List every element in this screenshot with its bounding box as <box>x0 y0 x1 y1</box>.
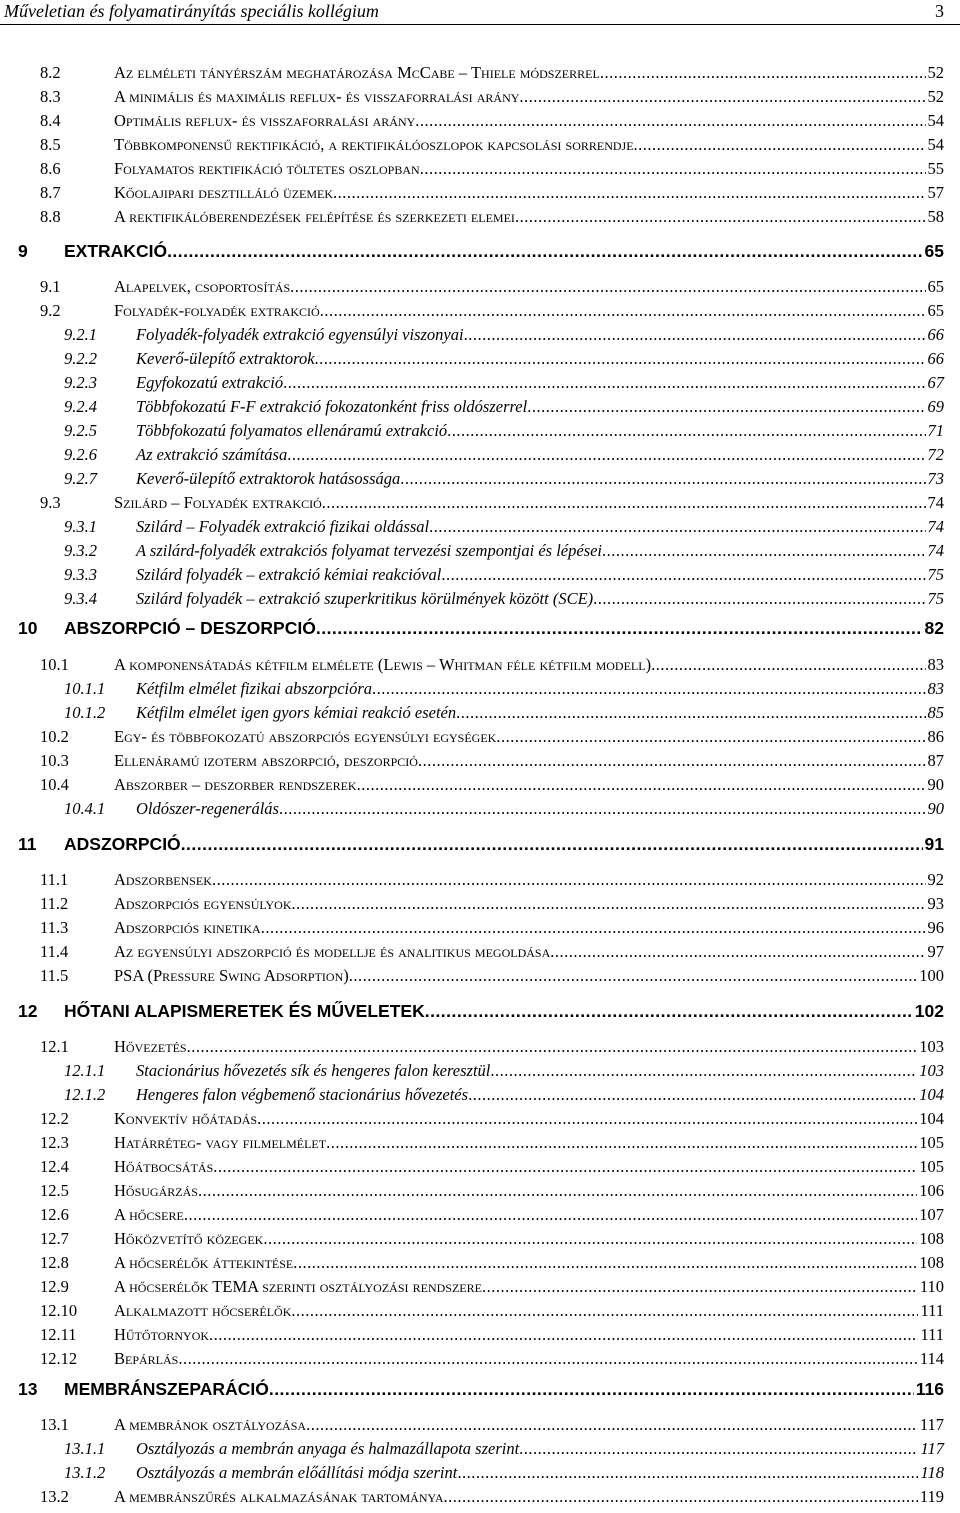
toc-entry-page: 52 <box>927 87 944 106</box>
toc-dot-leader <box>209 1324 918 1346</box>
toc-dot-leader <box>593 588 925 610</box>
toc-entry[interactable] <box>0 726 960 748</box>
toc-dot-leader <box>420 158 926 180</box>
toc-entry-number: 9.2.4 <box>64 397 97 416</box>
toc-entry-number: 8.7 <box>40 183 61 202</box>
toc-dot-leader <box>519 1438 918 1460</box>
toc-dot-leader <box>287 444 925 466</box>
toc-dot-leader <box>187 1036 918 1058</box>
toc-entry-title: Konvektív hőátadás <box>114 1109 258 1128</box>
toc-entry-page: 100 <box>919 966 944 985</box>
toc-entry-title: Szilárd – Folyadék extrakció fizikai oldással <box>136 517 430 536</box>
toc-entry[interactable] <box>0 348 960 370</box>
toc-entry-page: 85 <box>927 703 944 722</box>
toc-entry-page: 74 <box>927 493 944 512</box>
toc-entry-page: 104 <box>919 1085 944 1104</box>
toc-entry-number: 9.3 <box>40 493 61 512</box>
toc-dot-leader <box>290 276 925 298</box>
toc-entry-title: Az egyensúlyi adszorpció és modellje és analitikus megoldása <box>114 942 551 961</box>
toc-entry[interactable] <box>0 1276 960 1298</box>
toc-entry-title: Adszorpciós egyensúlyok <box>114 894 292 913</box>
toc-entry-title: Hőközvetítő közegek <box>114 1229 264 1248</box>
toc-entry-title: Ellenáramú izoterm abszorpció, deszorpció <box>114 751 418 770</box>
toc-entry-page: 86 <box>927 727 944 746</box>
toc-entry-number: 11.4 <box>40 942 69 961</box>
header-page-number: 3 <box>935 1 944 21</box>
toc-entry-page: 54 <box>927 135 944 154</box>
toc-entry-title: Kétfilm elmélet fizikai abszorpcióra <box>136 679 373 698</box>
toc-dot-leader <box>283 372 925 394</box>
toc-dot-leader <box>292 893 926 915</box>
toc-entry-number: 9.2.2 <box>64 349 97 368</box>
toc-dot-leader <box>464 324 926 346</box>
toc-entry-page: 74 <box>927 517 944 536</box>
toc-entry-title: HŐTANI ALAPISMERETEK ÉS MŰVELETEK <box>64 1001 425 1021</box>
toc-entry-title: Szilárd folyadék – extrakció kémiai reakcióval <box>136 565 442 584</box>
toc-entry[interactable] <box>0 1060 960 1082</box>
toc-dot-leader <box>315 348 926 370</box>
toc-entry-page: 116 <box>915 1379 944 1399</box>
toc-entry-page: 65 <box>927 301 944 320</box>
toc-entry[interactable] <box>0 206 960 228</box>
toc-entry-number: 10.3 <box>40 751 69 770</box>
toc-entry[interactable] <box>0 1084 960 1106</box>
toc-entry-number: 10.4.1 <box>64 799 106 818</box>
toc-entry-number: 12.11 <box>40 1325 77 1344</box>
toc-entry-page: 58 <box>927 207 944 226</box>
toc-entry[interactable] <box>0 1300 960 1322</box>
toc-entry-page: 119 <box>919 1487 944 1506</box>
toc-entry-page: 71 <box>927 421 944 440</box>
toc-dot-leader <box>457 1462 918 1484</box>
toc-dot-leader <box>212 869 926 891</box>
toc-entry[interactable] <box>0 1180 960 1202</box>
toc-entry[interactable] <box>0 1462 960 1484</box>
toc-dot-leader <box>651 654 925 676</box>
toc-dot-leader <box>425 1000 913 1022</box>
toc-entry-page: 111 <box>920 1301 944 1320</box>
toc-entry[interactable] <box>0 134 960 156</box>
toc-entry-title: Bepárlás <box>114 1349 179 1368</box>
toc-entry[interactable] <box>0 540 960 562</box>
toc-entry-page: 83 <box>927 679 944 698</box>
toc-entry-number: 11.2 <box>40 894 69 913</box>
toc-entry-number: 9.2.1 <box>64 325 97 344</box>
toc-entry[interactable] <box>0 798 960 820</box>
toc-entry-number: 9.2.6 <box>64 445 97 464</box>
toc-entry-number: 12.4 <box>40 1157 69 1176</box>
toc-dot-leader <box>198 1180 917 1202</box>
toc-entry-number: 9.2.3 <box>64 373 97 392</box>
toc-entry-title: EXTRAKCIÓ <box>64 241 168 261</box>
page-header <box>0 0 960 25</box>
toc-entry[interactable] <box>0 110 960 132</box>
toc-entry-number: 8.8 <box>40 207 61 226</box>
toc-dot-leader <box>167 240 922 262</box>
toc-entry[interactable] <box>0 941 960 963</box>
toc-entry-page: 108 <box>919 1229 944 1248</box>
toc-entry-page: 54 <box>927 111 944 130</box>
toc-entry-title: Kétfilm elmélet igen gyors kémiai reakció esetén <box>136 703 457 722</box>
toc-entry-number: 9.3.2 <box>64 541 97 560</box>
toc-dot-leader <box>444 1486 918 1508</box>
toc-entry-title: Szilárd folyadék – extrakció szuperkritikus körülmények között (SCE) <box>136 589 594 608</box>
toc-entry-title: A rektifikálóberendezések felépítése és szerkezeti elemei <box>114 207 515 226</box>
toc-dot-leader <box>496 726 925 748</box>
toc-entry[interactable] <box>0 1378 960 1400</box>
toc-entry[interactable] <box>0 372 960 394</box>
toc-dot-leader <box>333 182 925 204</box>
toc-dot-leader <box>418 750 926 772</box>
toc-entry-number: 8.2 <box>40 63 61 82</box>
toc-entry-number: 11.5 <box>40 966 69 985</box>
toc-dot-leader <box>316 617 923 639</box>
toc-entry-number: 12.8 <box>40 1253 69 1272</box>
toc-entry-title: A hőcserélők áttekintése <box>114 1253 294 1272</box>
toc-entry-page: 92 <box>927 870 944 889</box>
toc-dot-leader <box>372 678 925 700</box>
toc-entry-title: Egyfokozatú extrakció <box>136 373 284 392</box>
toc-dot-leader <box>320 300 926 322</box>
toc-dot-leader <box>269 1378 914 1400</box>
toc-dot-leader <box>261 917 926 939</box>
toc-entry-title: A komponensátadás kétfilm elmélete (Lewis – Whitman féle kétfilm modell) <box>114 655 652 674</box>
toc-entry-number: 13.1 <box>40 1415 69 1434</box>
toc-entry-number: 10.4 <box>40 775 69 794</box>
toc-entry-number: 12.1 <box>40 1037 69 1056</box>
toc-entry[interactable] <box>0 1156 960 1178</box>
toc-entry-title: A hőcsere <box>114 1205 184 1224</box>
toc-entry[interactable] <box>0 468 960 490</box>
toc-entry-title: Egy- és többfokozatú abszorpciós egyensúlyi egységek <box>114 727 497 746</box>
toc-entry-page: 67 <box>927 373 944 392</box>
toc-entry[interactable] <box>0 444 960 466</box>
toc-entry-title: Hőátbocsátás <box>114 1157 214 1176</box>
toc-entry-page: 75 <box>927 565 944 584</box>
toc-entry-number: 9.3.3 <box>64 565 97 584</box>
toc-entry-number: 12.3 <box>40 1133 69 1152</box>
toc-entry-number: 11.1 <box>40 870 69 889</box>
toc-entry-number: 13.1.1 <box>64 1439 106 1458</box>
toc-entry-title: Folyamatos rektifikáció töltetes oszlopban <box>114 159 420 178</box>
toc-entry-page: 118 <box>920 1463 944 1482</box>
toc-entry[interactable] <box>0 1000 960 1022</box>
toc-entry-title: PSA (Pressure Swing Adsorption) <box>114 966 349 985</box>
toc-entry-number: 9.1 <box>40 277 61 296</box>
toc-entry-title: Alkalmazott hőcserélők <box>114 1301 292 1320</box>
toc-entry-number: 9.2.5 <box>64 421 97 440</box>
toc-entry-number: 12.5 <box>40 1181 69 1200</box>
toc-entry[interactable] <box>0 158 960 180</box>
toc-dot-leader <box>602 540 925 562</box>
toc-entry-page: 103 <box>919 1037 944 1056</box>
toc-dot-leader <box>600 62 926 84</box>
toc-entry-title: A hőcserélők TEMA szerinti osztályozási rendszere <box>114 1277 482 1296</box>
toc-entry-page: 66 <box>927 325 944 344</box>
toc-entry-number: 11.3 <box>40 918 69 937</box>
toc-entry-page: 87 <box>927 751 944 770</box>
toc-dot-leader <box>184 1204 917 1226</box>
toc-entry-page: 73 <box>927 469 944 488</box>
toc-entry-title: Alapelvek, csoportosítás <box>114 277 291 296</box>
toc-entry-title: Hűtőtornyok <box>114 1325 210 1344</box>
toc-entry-page: 103 <box>919 1061 944 1080</box>
toc-entry[interactable] <box>0 869 960 891</box>
toc-entry-page: 102 <box>914 1001 944 1021</box>
toc-entry[interactable] <box>0 617 960 639</box>
toc-entry[interactable] <box>0 1036 960 1058</box>
toc-entry-number: 13 <box>18 1379 38 1399</box>
toc-entry[interactable] <box>0 564 960 586</box>
toc-entry-number: 10 <box>18 618 38 638</box>
toc-entry-page: 93 <box>927 894 944 913</box>
toc-entry-page: 105 <box>919 1133 944 1152</box>
toc-entry-number: 9 <box>18 241 28 261</box>
toc-entry[interactable] <box>0 1132 960 1154</box>
toc-dot-leader <box>429 516 925 538</box>
toc-entry-page: 117 <box>919 1415 944 1434</box>
toc-entry[interactable] <box>0 750 960 772</box>
toc-entry-page: 108 <box>919 1253 944 1272</box>
toc-entry-number: 12.1.1 <box>64 1061 106 1080</box>
toc-dot-leader <box>293 1252 917 1274</box>
toc-entry-title: Keverő-ülepítő extraktorok hatásossága <box>136 469 401 488</box>
toc-entry-title: Szilárd – Folyadék extrakció <box>114 493 322 512</box>
toc-entry-number: 12.9 <box>40 1277 69 1296</box>
toc-entry[interactable] <box>0 654 960 676</box>
toc-entry-page: 75 <box>927 589 944 608</box>
toc-dot-leader <box>441 564 925 586</box>
toc-entry-title: Határréteg- vagy filmelmélet <box>114 1133 327 1152</box>
toc-entry[interactable] <box>0 492 960 514</box>
header-title: Műveletian és folyamatirányítás speciális kollégium <box>4 1 379 21</box>
toc-entry[interactable] <box>0 276 960 298</box>
toc-dot-leader <box>263 1228 917 1250</box>
toc-entry-number: 12.7 <box>40 1229 69 1248</box>
toc-entry-title: A minimális és maximális reflux- és visszaforralási arány <box>114 87 520 106</box>
toc-entry-page: 83 <box>927 655 944 674</box>
toc-entry-page: 91 <box>924 834 944 854</box>
toc-dot-leader <box>482 1276 918 1298</box>
toc-entry-title: Folyadék-folyadék extrakció egyensúlyi viszonyai <box>136 325 464 344</box>
toc-entry[interactable] <box>0 1486 960 1508</box>
toc-entry-page: 90 <box>927 775 944 794</box>
toc-entry[interactable] <box>0 833 960 855</box>
toc-entry-title: MEMBRÁNSZEPARÁCIÓ <box>64 1379 269 1399</box>
toc-entry-title: Optimális reflux- és visszaforralási arány <box>114 111 416 130</box>
toc-entry[interactable] <box>0 1252 960 1274</box>
toc-entry-title: A szilárd-folyadék extrakciós folyamat tervezési szempontjai és lépései <box>136 541 603 560</box>
toc-entry[interactable] <box>0 588 960 610</box>
toc-dot-leader <box>178 1348 918 1370</box>
toc-entry[interactable] <box>0 396 960 418</box>
toc-dot-leader <box>400 468 925 490</box>
toc-entry-number: 12.1.2 <box>64 1085 106 1104</box>
toc-entry[interactable] <box>0 420 960 442</box>
toc-entry-title: Hősugárzás <box>114 1181 198 1200</box>
toc-entry-number: 8.6 <box>40 159 61 178</box>
toc-entry[interactable] <box>0 774 960 796</box>
toc-dot-leader <box>306 1414 918 1436</box>
toc-entry[interactable] <box>0 893 960 915</box>
toc-entry[interactable] <box>0 1108 960 1130</box>
toc-entry-page: 96 <box>927 918 944 937</box>
toc-entry-title: A membránszűrés alkalmazásának tartománya <box>114 1487 444 1506</box>
toc-entry[interactable] <box>0 240 960 262</box>
toc-dot-leader <box>527 396 925 418</box>
toc-entry-number: 8.5 <box>40 135 61 154</box>
toc-dot-leader <box>349 965 917 987</box>
toc-entry[interactable] <box>0 86 960 108</box>
toc-entry[interactable] <box>0 1324 960 1346</box>
toc-entry-number: 13.2 <box>40 1487 69 1506</box>
toc-entry-page: 65 <box>924 241 944 261</box>
toc-entry-title: Többfokozatú F-F extrakció fokozatonként friss oldószerrel <box>136 397 528 416</box>
toc-entry-title: Hővezetés <box>114 1037 187 1056</box>
toc-entry-page: 106 <box>919 1181 944 1200</box>
toc-entry[interactable] <box>0 917 960 939</box>
toc-dot-leader <box>213 1156 917 1178</box>
toc-entry-title: Hengeres falon végbemenő stacionárius hővezetés <box>136 1085 469 1104</box>
toc-entry-title: Abszorber – deszorber rendszerek <box>114 775 357 794</box>
toc-entry-number: 11 <box>18 834 37 854</box>
toc-entry-page: 105 <box>919 1157 944 1176</box>
toc-entry-page: 117 <box>920 1439 944 1458</box>
toc-entry-page: 82 <box>924 618 944 638</box>
toc-entry[interactable] <box>0 516 960 538</box>
toc-entry-title: Folyadék-folyadék extrakció <box>114 301 320 320</box>
toc-entry-number: 8.4 <box>40 111 61 130</box>
toc-entry-page: 74 <box>927 541 944 560</box>
toc-dot-leader <box>257 1108 917 1130</box>
toc-entry-number: 9.3.4 <box>64 589 97 608</box>
toc-entry-page: 65 <box>927 277 944 296</box>
toc-entry[interactable] <box>0 965 960 987</box>
toc-entry-title: ADSZORPCIÓ <box>64 834 181 854</box>
toc-dot-leader <box>468 1084 917 1106</box>
toc-entry-number: 10.1.2 <box>64 703 106 722</box>
toc-entry[interactable] <box>0 182 960 204</box>
toc-dot-leader <box>447 420 925 442</box>
toc-entry-title: Többkomponensű rektifikáció, a rektifikálóoszlopok kapcsolási sorrendje <box>114 135 634 154</box>
toc-dot-leader <box>490 1060 917 1082</box>
toc-entry[interactable] <box>0 1348 960 1370</box>
toc-entry-number: 12.6 <box>40 1205 69 1224</box>
toc-entry-title: Stacionárius hővezetés sík és hengeres falon keresztül <box>136 1061 491 1080</box>
toc-dot-leader <box>456 702 925 724</box>
toc-entry-title: Oldószer-regenerálás <box>136 799 279 818</box>
toc-dot-leader <box>519 86 925 108</box>
toc-entry-page: 110 <box>919 1277 944 1296</box>
toc-entry-number: 12 <box>18 1001 38 1021</box>
toc-entry-number: 12.10 <box>40 1301 78 1320</box>
toc-entry[interactable] <box>0 1438 960 1460</box>
toc-entry-page: 55 <box>927 159 944 178</box>
toc-entry[interactable] <box>0 300 960 322</box>
toc-entry-title: Az elméleti tányérszám meghatározása McCabe – Thiele módszerrel <box>114 63 600 82</box>
toc-entry-title: Adszorbensek <box>114 870 212 889</box>
toc-entry-page: 69 <box>927 397 944 416</box>
toc-entry[interactable] <box>0 702 960 724</box>
toc-entry-title: A membránok osztályozása <box>114 1415 307 1434</box>
toc-entry-title: Osztályozás a membrán előállítási módja szerint <box>136 1463 458 1482</box>
toc-entry-page: 66 <box>927 349 944 368</box>
toc-dot-leader <box>550 941 925 963</box>
toc-dot-leader <box>322 492 926 514</box>
toc-entry-title: Többfokozatú folyamatos ellenáramú extrakció <box>136 421 448 440</box>
toc-dot-leader <box>181 833 923 855</box>
toc-entry[interactable] <box>0 1228 960 1250</box>
toc-entry-title: ABSZORPCIÓ – DESZORPCIÓ <box>64 618 316 638</box>
toc-entry-number: 12.12 <box>40 1349 78 1368</box>
toc-entry-title: Az extrakció számítása <box>136 445 288 464</box>
toc-entry-page: 52 <box>927 63 944 82</box>
toc-entry-number: 12.2 <box>40 1109 69 1128</box>
toc-entry-number: 10.1 <box>40 655 69 674</box>
toc-entry-page: 114 <box>919 1349 944 1368</box>
toc-entry-number: 9.2.7 <box>64 469 97 488</box>
toc-entry-page: 104 <box>919 1109 944 1128</box>
toc-entry-number: 13.1.2 <box>64 1463 106 1482</box>
toc-entry-page: 57 <box>927 183 944 202</box>
toc-entry[interactable] <box>0 62 960 84</box>
toc-dot-leader <box>279 798 926 820</box>
toc-entry-page: 97 <box>927 942 944 961</box>
toc-entry[interactable] <box>0 1204 960 1226</box>
toc-entry-title: Keverő-ülepítő extraktorok <box>136 349 315 368</box>
toc-dot-leader <box>326 1132 917 1154</box>
toc-dot-leader <box>634 134 926 156</box>
toc-dot-leader <box>291 1300 918 1322</box>
toc-entry-number: 10.1.1 <box>64 679 106 698</box>
toc-entry[interactable] <box>0 1414 960 1436</box>
toc-entry-number: 8.3 <box>40 87 61 106</box>
toc-entry[interactable] <box>0 678 960 700</box>
toc-entry-title: Adszorpciós kinetika <box>114 918 261 937</box>
toc-entry-page: 111 <box>920 1325 944 1344</box>
toc-entry-page: 72 <box>927 445 944 464</box>
toc-entry-number: 9.3.1 <box>64 517 97 536</box>
toc-entry[interactable] <box>0 324 960 346</box>
toc-entry-page: 107 <box>919 1205 944 1224</box>
toc-dot-leader <box>357 774 926 796</box>
toc-entry-title: Kőolajipari desztilláló üzemek <box>114 183 334 202</box>
toc-dot-leader <box>415 110 925 132</box>
toc-dot-leader <box>515 206 926 228</box>
toc-entry-number: 10.2 <box>40 727 69 746</box>
toc-entry-page: 90 <box>927 799 944 818</box>
toc-entry-number: 9.2 <box>40 301 61 320</box>
toc-entry-title: Osztályozás a membrán anyaga és halmazállapota szerint <box>136 1439 520 1458</box>
